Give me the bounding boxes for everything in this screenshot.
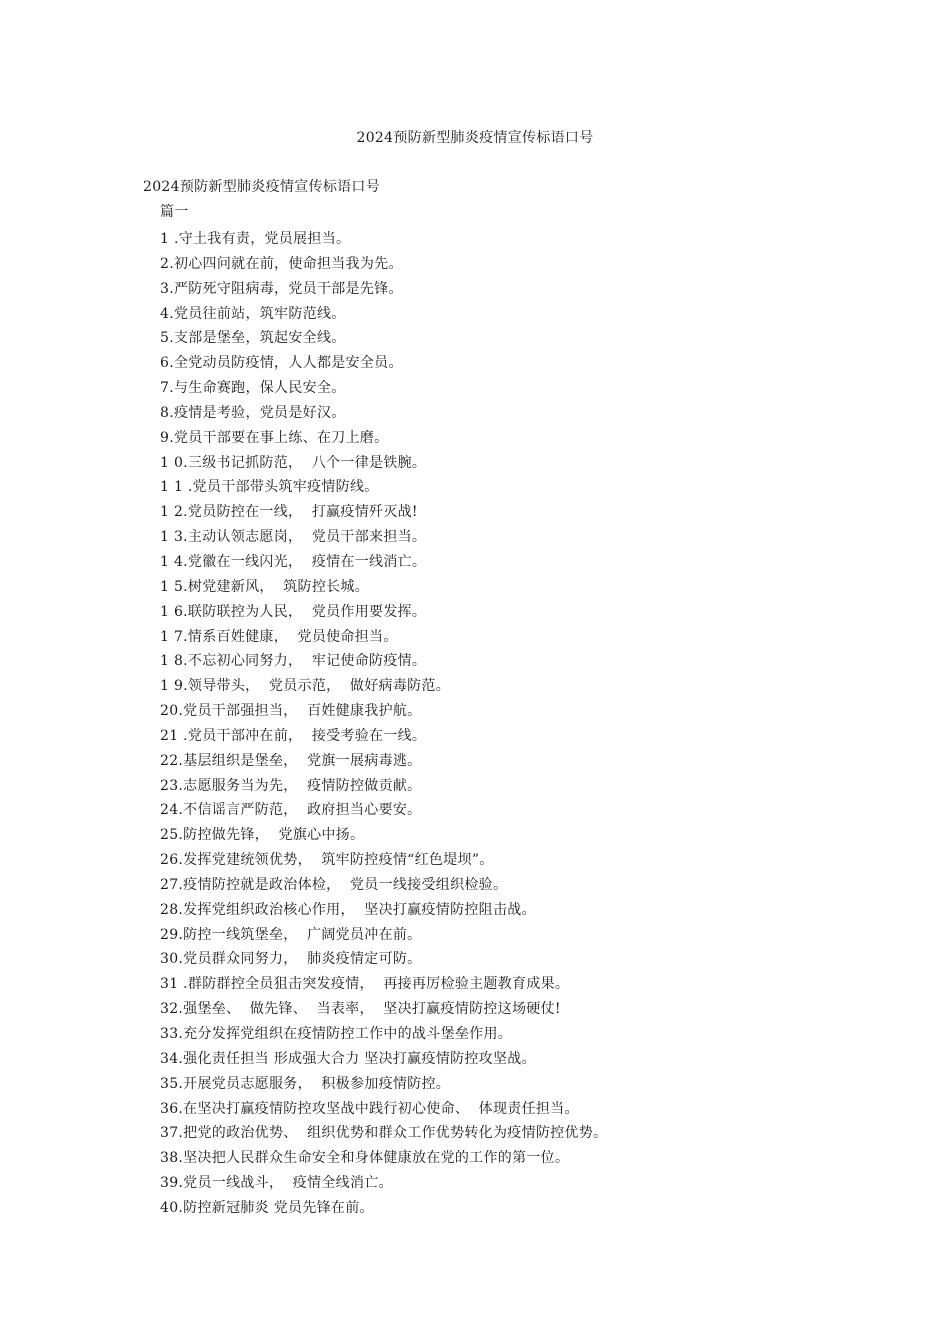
list-item: 34.强化责任担当 形成强大合力 坚决打赢疫情防控攻坚战。: [160, 1050, 536, 1067]
list-item: 9.党员干部要在事上练、在刀上磨。: [160, 429, 389, 446]
list-item: 1 8.不忘初心同努力， 牢记使命防疫情。: [160, 653, 427, 670]
list-item: 39.党员一线战斗， 疫情全线消亡。: [160, 1175, 393, 1192]
list-item: 1 6.联防联控为人民， 党员作用要发挥。: [160, 603, 427, 620]
list-item: 6.全党动员防疫情，人人都是安全员。: [160, 355, 403, 372]
list-item: 33.充分发挥党组织在疫情防控工作中的战斗堡垒作用。: [160, 1026, 513, 1042]
list-item: 23.志愿服务当为先， 疫情防控做贡献。: [160, 777, 422, 794]
list-item: 20.党员干部强担当， 百姓健康我护航。: [160, 703, 422, 720]
list-item: 38.坚决把人民群众生命安全和身体健康放在党的工作的第一位。: [160, 1150, 570, 1167]
list-item: 27.疫情防控就是政治体检， 党员一线接受组织检验。: [160, 876, 508, 893]
list-item: 1 1 .党员干部带头筑牢疫情防线。: [160, 479, 379, 496]
section-label: 篇一: [160, 204, 189, 220]
list-item: 1 0.三级书记抓防范， 八个一律是铁腕。: [160, 454, 427, 471]
page-title: 2024预防新型肺炎疫情宣传标语口号: [356, 130, 594, 146]
document-subtitle: 2024预防新型肺炎疫情宣传标语口号: [143, 179, 381, 195]
list-item: 37.把党的政治优势、 组织优势和群众工作优势转化为疫情防控优势。: [160, 1125, 608, 1142]
list-item: 2.初心四问就在前，使命担当我为先。: [160, 255, 403, 272]
list-item: 21 .党员干部冲在前， 接受考验在一线。: [160, 727, 427, 744]
list-item: 22.基层组织是堡垒， 党旗一展病毒逃。: [160, 752, 422, 769]
list-item: 35.开展党员志愿服务， 积极参加疫情防控。: [160, 1075, 451, 1092]
list-item: 40.防控新冠肺炎 党员先锋在前。: [160, 1199, 374, 1216]
list-item: 7.与生命赛跑，保人民安全。: [160, 380, 346, 397]
list-item: 32.强堡垒、 做先锋、 当表率， 坚决打赢疫情防控这场硬仗!: [160, 1001, 561, 1018]
list-item: 31 .群防群控全员狙击突发疫情， 再接再厉检验主题教育成果。: [160, 976, 570, 993]
list-item: 8.疫情是考验，党员是好汉。: [160, 404, 346, 421]
list-item: 1 .守土我有责，党员展担当。: [160, 231, 351, 247]
list-item: 24.不信谣言严防范， 政府担当心要安。: [160, 802, 422, 819]
list-item: 1 9.领导带头， 党员示范， 做好病毒防范。: [160, 678, 451, 695]
list-item: 28.发挥党组织政治核心作用， 坚决打赢疫情防控阻击战。: [160, 901, 536, 918]
list-item: 29.防控一线筑堡垒， 广阔党员冲在前。: [160, 926, 422, 943]
list-item: 3.严防死守阻病毒，党员干部是先锋。: [160, 280, 403, 297]
list-item: 1 5.树党建新风， 筑防控长城。: [160, 578, 370, 595]
list-item: 1 4.党徽在一线闪光， 疫情在一线消亡。: [160, 553, 427, 570]
slogan-list: [160, 227, 607, 1221]
list-item: 30.党员群众同努力， 肺炎疫情定可防。: [160, 951, 422, 968]
list-item: 25.防控做先锋， 党旗心中扬。: [160, 827, 365, 844]
list-item: 1 7.情系百姓健康， 党员使命担当。: [160, 628, 398, 645]
list-item: 5.支部是堡垒，筑起安全线。: [160, 330, 346, 347]
list-item: 1 2.党员防控在一线， 打赢疫情歼灭战!: [160, 504, 418, 521]
list-item: 36.在坚决打赢疫情防控攻坚战中践行初心使命、 体现责任担当。: [160, 1100, 579, 1117]
list-item: 1 3.主动认领志愿岗， 党员干部来担当。: [160, 529, 427, 546]
list-item: 4.党员往前站，筑牢防范线。: [160, 305, 346, 322]
list-item: 26.发挥党建统领优势， 筑牢防控疫情“红色堤坝”。: [160, 852, 494, 869]
